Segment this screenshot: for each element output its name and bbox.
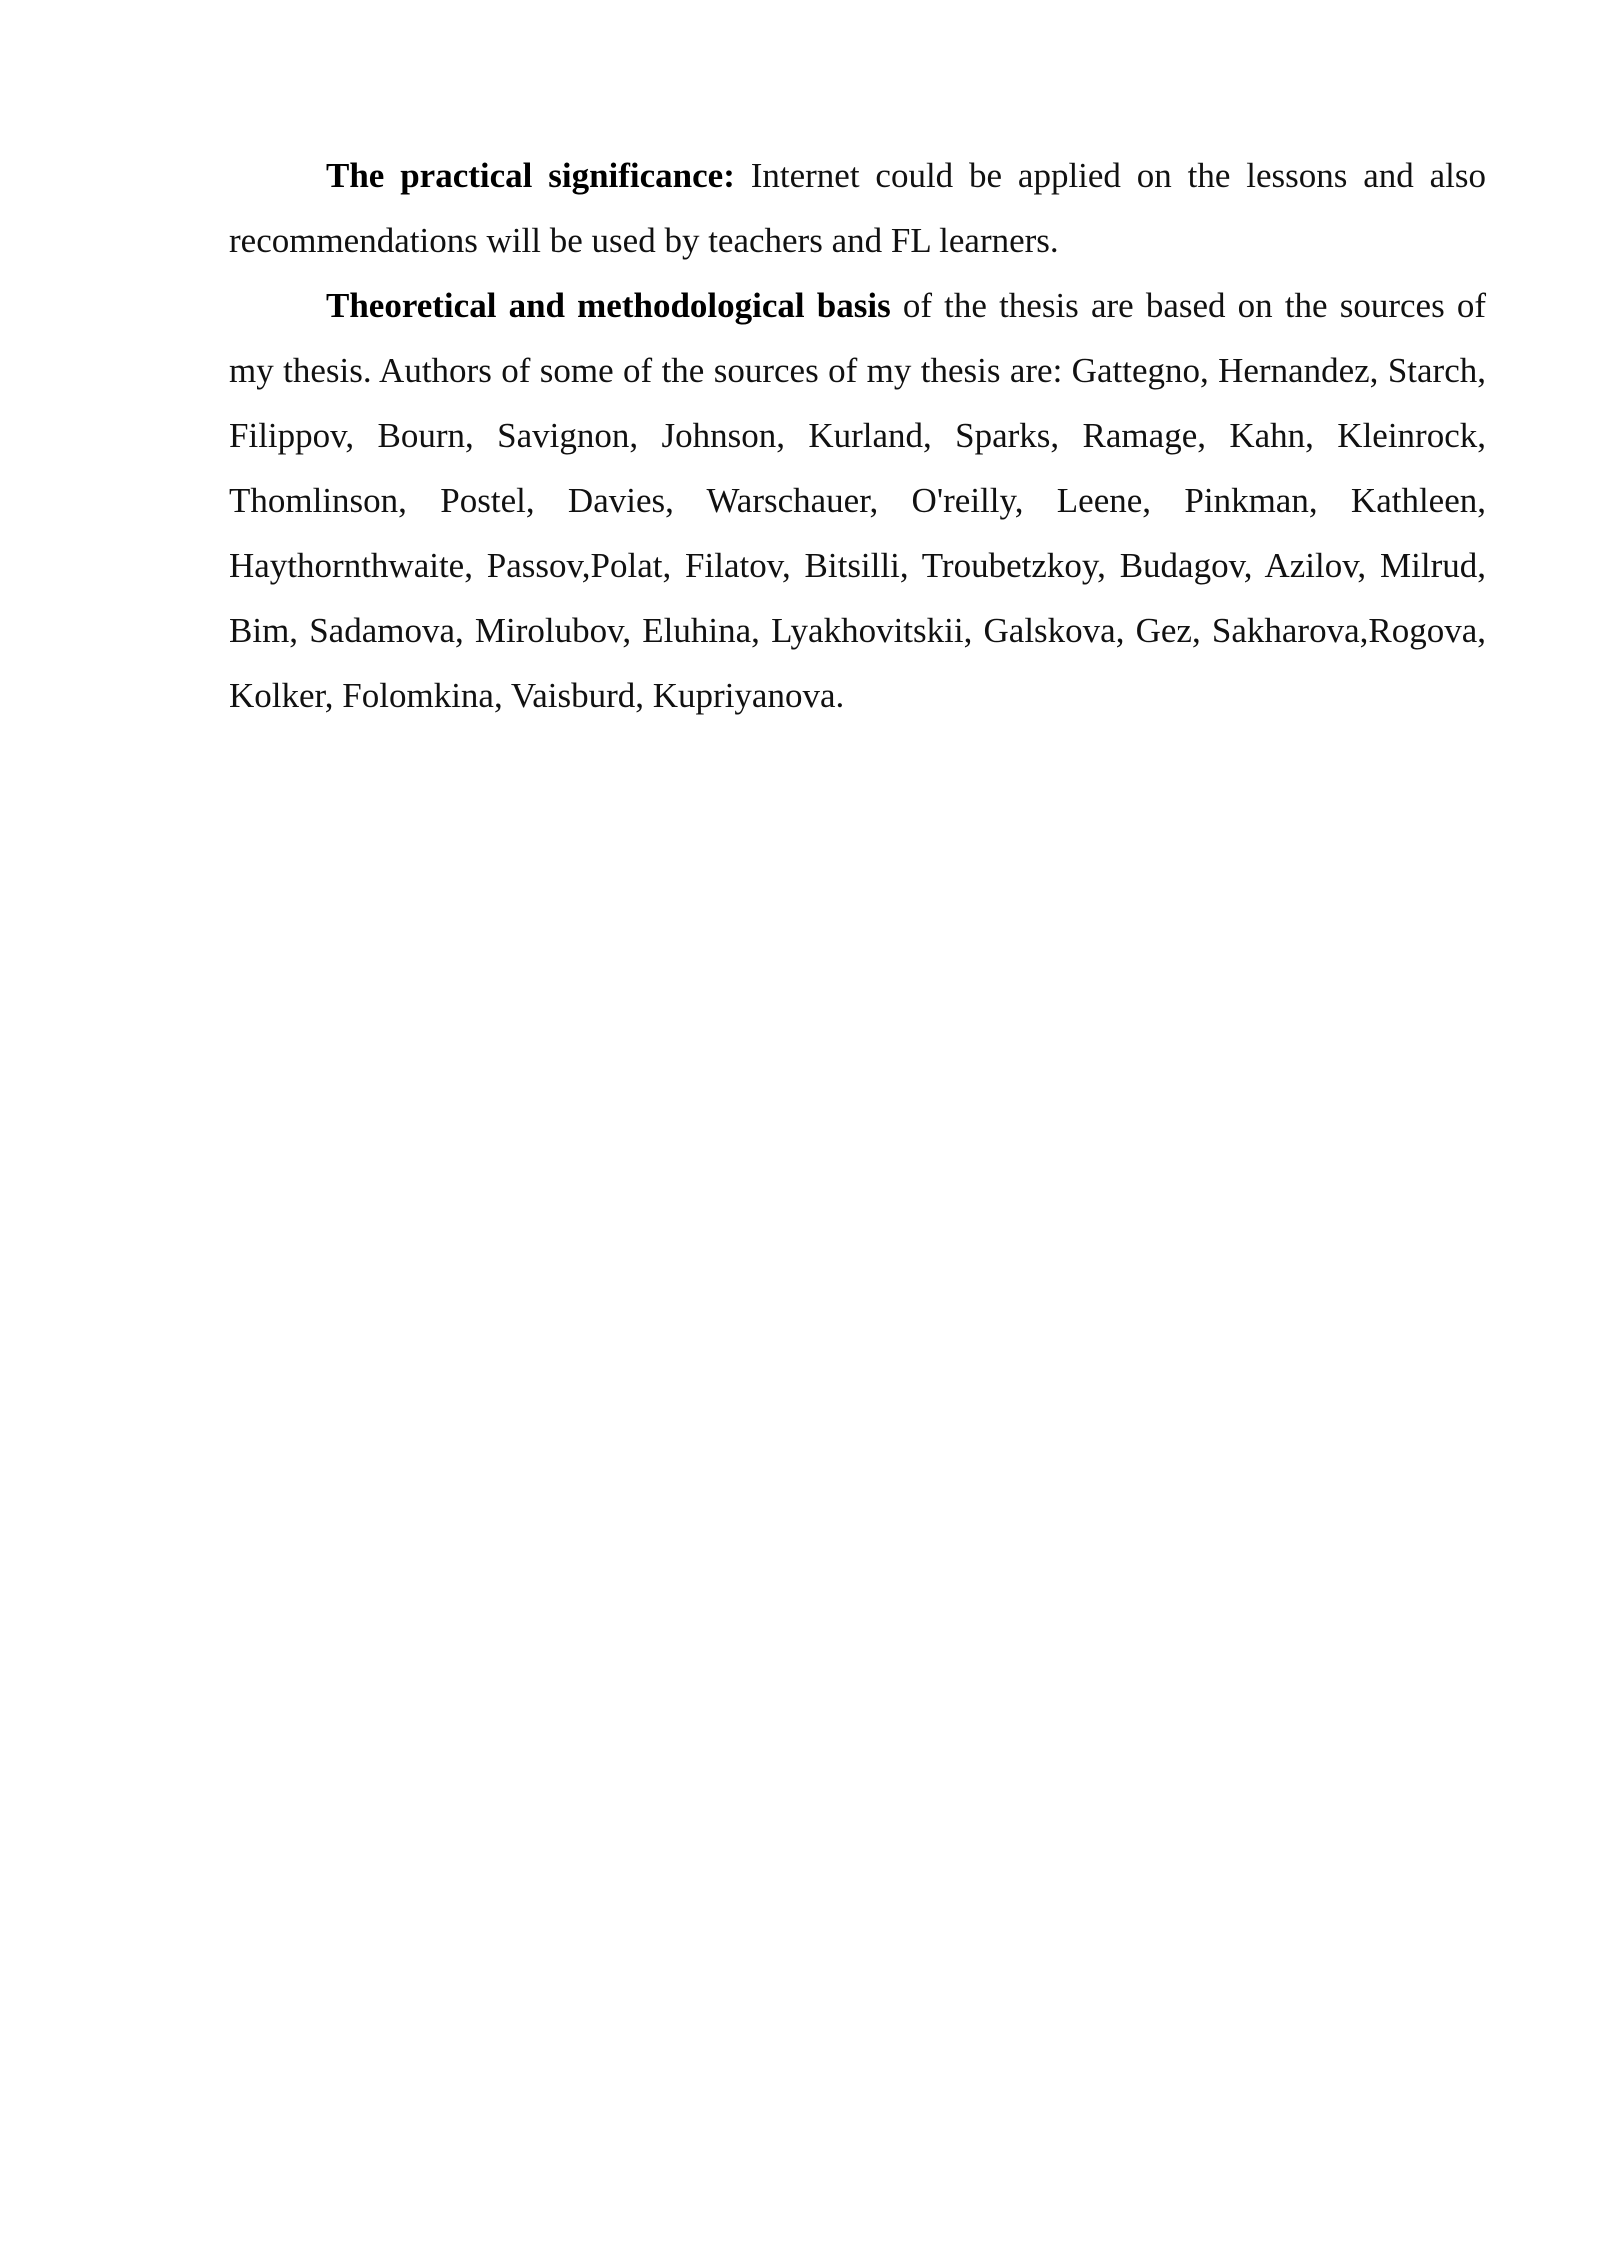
practical-significance-heading: The practical significance:	[326, 156, 735, 195]
practical-significance-paragraph	[229, 143, 1486, 273]
theoretical-basis-heading: Theoretical and methodological basis	[326, 286, 891, 325]
theoretical-basis-text: of the thesis are based on the sources of my thesis. Authors of some of the sources of my thesis are: Gattegno, Hernandez, Starch, Filippov, Bourn, Savignon, Johnson, Kurland, Sparks, Ramage, Kahn, Kleinrock, Thomlinson, Postel, Davies, Warschauer, O'reilly, Leene, Pinkman, Kathleen, Haythornthwaite, Passov,Polat, Filatov, Bitsilli, Troubetzkoy, Budagov, Azilov, Milrud, Bim, Sadamova, Mirolubov, Eluhina, Lyakhovitskii, Galskova, Gez, Sakharova,Rogova, Kolker, Folomkina, Vaisburd, Kupriyanova.	[229, 286, 1486, 715]
theoretical-basis-paragraph	[229, 273, 1486, 728]
practical-significance-text: Internet could be applied on the lessons and also recommendations will be used by teachers and FL learners.	[229, 156, 1487, 260]
document-body	[229, 143, 1486, 728]
